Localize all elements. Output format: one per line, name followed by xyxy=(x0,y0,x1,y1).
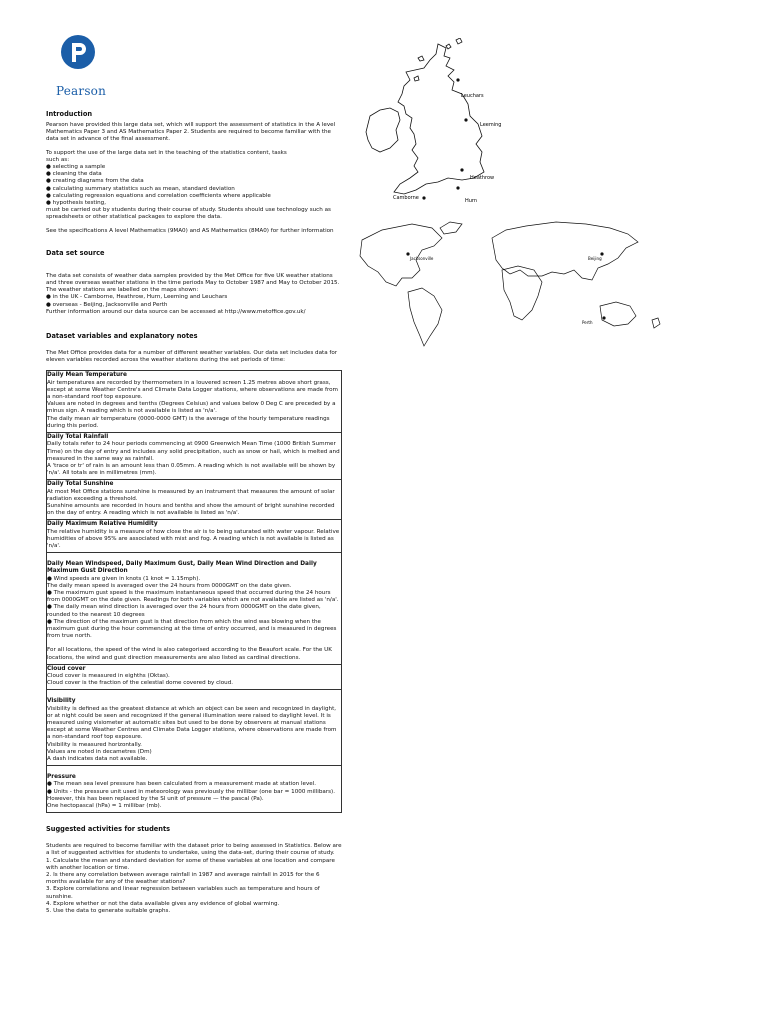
variable-title: Visibility xyxy=(47,698,76,705)
activity-line: 2. Is there any correlation between average rainfall in 1987 and average rainfall in 2015 for the 6 months available for any of the weather stations? xyxy=(46,872,320,886)
world-label-perth: Perth xyxy=(582,320,593,325)
variable-note: A 'trace or tr' of rain is an amount less than 0.05mm. A reading which is not available will be shown by 'n/a'. All totals are in millimetres (mm). xyxy=(47,462,336,477)
variable-cell xyxy=(47,433,341,480)
pearson-logo-icon xyxy=(54,34,124,80)
activity-line: Students are required to become familiar with the dataset prior to being assessed in Statistics. Below are a list of suggested activities for students to undertake, using the data-set, during their course of study. xyxy=(46,843,342,857)
intro-task-list xyxy=(46,150,342,222)
list-item: must be carried out by students during their course of study. Students should use technology such as spreadsheets or other statistical packages to explore the data. xyxy=(46,207,331,221)
activity-line: 5. Use the data to generate suitable graphs. xyxy=(46,908,171,915)
source-line: ● overseas - Beijing, Jacksonville and Perth xyxy=(46,301,168,308)
variable-note: For all locations, the speed of the wind is also categorised according to the Beaufort scale. For the UK locations, the wind and gust direction measurements are also listed as cardinal directions. xyxy=(47,647,332,661)
variable-cell xyxy=(47,553,341,665)
variable-title: Daily Maximum Relative Humidity xyxy=(47,521,158,528)
list-item: such as: xyxy=(46,156,70,163)
variables-heading: Dataset variables and explanatory notes xyxy=(46,332,198,341)
variable-note: Visibility is defined as the greatest distance at which an object can be seen and recognized in daylight, or at night could be seen and recognized if the general illumination were raised to daylight level. It is measured using visiometer at automatic sites but used to be done by observers at manual stations except at some Weather Centres and Climate Data Logger stations, where observations are made from a non-standard roof top exposure. xyxy=(47,705,337,741)
station-marker xyxy=(460,168,463,171)
activity-line: 1. Calculate the mean and standard deviation for some of these variables at one location and compare with another location or time. xyxy=(46,857,335,871)
variable-note: Cloud cover is measured in eighths (Oktas). xyxy=(47,672,170,679)
variable-title: Daily Total Rainfall xyxy=(47,434,109,441)
source-line: Further information around our data source can be accessed at http://www.metoffice.gov.uk/ xyxy=(46,308,306,315)
variable-note: ● The mean sea level pressure has been calculated from a measurement made at station level. xyxy=(47,781,317,788)
variable-note: The daily mean air temperature (0000-0000 GMT) is the average of the hourly temperature readings during this period. xyxy=(47,415,330,429)
station-marker xyxy=(422,196,425,199)
list-item: ● calculating summary statistics such as mean, standard deviation xyxy=(46,185,235,192)
world-station-markers xyxy=(406,252,605,319)
list-item: To support the use of the large data set in the teaching of the statistics content, tasks xyxy=(46,149,287,156)
variable-cell xyxy=(47,690,341,766)
variable-cell xyxy=(47,480,341,520)
uk-label-leuchars: Leuchars xyxy=(461,93,484,99)
variable-note: ● The maximum gust speed is the maximum instantaneous speed that occurred during the 24 hours from 0000GMT on the date given. Readings for both variables which are not available are listed as 'n/a'. xyxy=(47,589,339,604)
list-item: ● hypothesis testing, xyxy=(46,200,106,207)
variable-cell xyxy=(47,371,341,433)
source-line: The data set consists of weather data samples provided by the Met Office for five UK weather stations and three overseas weather stations in the time periods May to October 1987 and May to October 2015. The weather stations are labelled on the maps shown: xyxy=(46,272,340,294)
variable-note: Cloud cover is the fraction of the celestial dome covered by cloud. xyxy=(47,680,234,687)
variable-title: Pressure xyxy=(47,774,76,781)
variable-note: ● Units - the pressure unit used in meteorology was previously the millibar (one bar = 1000 millibars). However, this has been replaced by the SI unit of pressure — the pascal (Pa). xyxy=(47,788,335,802)
variables-intro: The Met Office provides data for a number of different weather variables. Our data set includes data for eleven variables recorded across the weather stations during the set periods of time: xyxy=(46,350,338,364)
variable-title: Daily Mean Temperature xyxy=(47,372,127,379)
world-map xyxy=(352,210,672,350)
variable-note: ● The direction of the maximum gust is that direction from which the wind was blowing when the maximum gust during the hour commencing at the time of entry occurred, and is measured in degrees from true north. xyxy=(47,618,337,640)
variable-title: Daily Mean Windspeed, Daily Maximum Gust, Daily Mean Wind Direction and Daily Maximum Gust Direction xyxy=(47,561,317,575)
list-item: ● creating diagrams from the data xyxy=(46,178,144,185)
world-label-beijing: Beijing xyxy=(588,256,602,261)
variable-note: Sunshine amounts are recorded in hours and tenths and show the amount of bright sunshine recorded on the day of entry. A reading which is not available is listed as 'n/a'. xyxy=(47,502,335,517)
variable-note: A dash indicates data not available. xyxy=(47,756,148,763)
uk-map xyxy=(358,38,508,210)
source-line: ● in the UK - Camborne, Heathrow, Hurn, Leeming and Leuchars xyxy=(46,294,228,301)
list-item: ● calculating regression equations and correlation coefficients where applicable xyxy=(46,192,271,199)
activities-heading: Suggested activities for students xyxy=(46,825,171,834)
variable-note: Values are noted in decametres (Dm) xyxy=(47,748,152,755)
brand-name: Pearson xyxy=(56,84,107,98)
variable-note: ● Wind speeds are given in knots (1 knot = 1.15mph). xyxy=(47,575,201,582)
variables-table xyxy=(46,370,342,813)
variable-cell xyxy=(47,665,341,691)
activities-list xyxy=(46,843,342,915)
source-text xyxy=(46,273,342,316)
variable-title: Daily Total Sunshine xyxy=(47,481,114,488)
activity-line: 4. Explore whether or not the data available gives any evidence of global warming. xyxy=(46,900,280,907)
station-marker xyxy=(456,78,459,81)
list-item: ● selecting a sample xyxy=(46,164,106,171)
station-marker xyxy=(456,186,459,189)
uk-label-leeming: Leeming xyxy=(480,122,502,128)
uk-label-camborne: Camborne xyxy=(393,195,419,201)
variable-note: The daily mean speed is averaged over the 24 hours from 0000GMT on the date given. xyxy=(47,582,292,589)
station-marker xyxy=(464,118,467,121)
variable-note: Values are noted in degrees and tenths (Degrees Celsius) and values below 0 Deg C are preceded by a minus sign. A reading which is not available is listed as 'n/a'. xyxy=(47,401,336,415)
variable-note: Visibility is measured horizontally. xyxy=(47,741,142,748)
left-column xyxy=(46,34,342,915)
world-label-jacksonville: Jacksonville xyxy=(410,256,434,261)
variable-cell xyxy=(47,766,341,812)
uk-label-heathrow: Heathrow xyxy=(470,175,495,181)
uk-outline-icon xyxy=(366,38,484,194)
variable-title: Cloud cover xyxy=(47,665,86,672)
world-outline-icon xyxy=(360,222,660,346)
variable-note: Air temperatures are recorded by thermometers in a louvered screen 1.25 metres above short grass, except at some Weather Centre's and Climate Data Logger stations, where observations are made from a non-standard roof top exposure. xyxy=(47,379,339,401)
variable-note: The relative humidity is a measure of how close the air is to being saturated with water vapour. Relative humidities of above 95% are associated with mist and fog. A reading which is not available is listed as 'n/a'. xyxy=(47,528,340,549)
variable-note: At most Met Office stations sunshine is measured by an instrument that measures the amount of solar radiation exceeding a threshold. xyxy=(47,488,335,502)
variable-note xyxy=(47,640,341,647)
uk-label-hurn: Hurn xyxy=(465,198,478,204)
intro-heading: Introduction xyxy=(46,110,93,118)
station-marker xyxy=(602,316,605,319)
variable-cell xyxy=(47,520,341,553)
specification-note: See the specifications A level Mathematics (9MA0) and AS Mathematics (8MA0) for further information xyxy=(46,227,334,234)
variable-note: One hectopascal (hPa) = 1 millibar (mb). xyxy=(47,803,162,810)
variable-note: Daily totals refer to 24 hour periods commencing at 0900 Greenwich Mean Time (1000 British Summer Time) on the day of entry and includes any solid precipitation, such as snow or hail, which is melted and measured in the same way as rainfall. xyxy=(47,441,340,462)
intro-paragraph: Pearson have provided this large data set, which will support the assessment of statistics in the A level Mathematics Paper 3 and AS Mathematics Paper 2. Students are required to become familiar with the data set in advance of the final assessment. xyxy=(46,122,336,143)
activity-line: 3. Explore correlations and linear regression between variables such as temperature and hours of sunshine. xyxy=(46,886,320,900)
variable-note: ● The daily mean wind direction is averaged over the 24 hours from 0000GMT on the date given, rounded to the nearest 10 degrees xyxy=(47,604,321,618)
list-item: ● cleaning the data xyxy=(46,171,102,178)
source-heading: Data set source xyxy=(46,248,105,257)
